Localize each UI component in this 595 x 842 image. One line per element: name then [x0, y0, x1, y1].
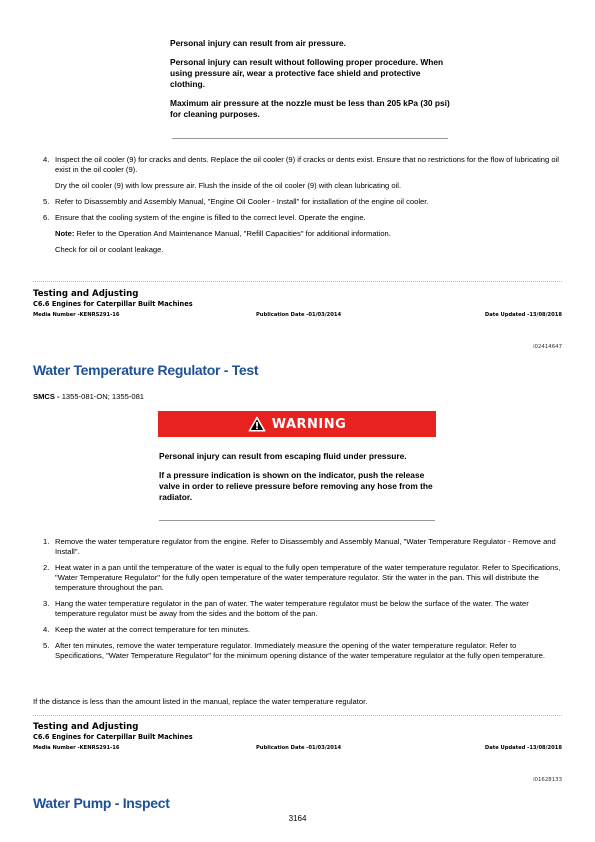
closing-text: If the distance is less than the amount listed in the manual, replace the water temperature regulator.: [33, 697, 368, 706]
page-title: Water Temperature Regulator - Test: [33, 362, 259, 378]
list-item: [33, 599, 563, 619]
top-warning-p2: Personal injury can result without following proper procedure. When using pressure air, wear a protective face shield and protective clothing.: [170, 57, 444, 89]
media-number: Media Number -KENRS291-16: [33, 745, 120, 751]
list-item: [33, 537, 563, 557]
warning-label: WARNING: [271, 416, 347, 432]
step-text: Heat water in a pan until the temperature of the water is equal to the fully open temperature of the water temperature regulator. Refer to Specifications, "Water Temperature Regulator" for the fully open temperature of the water temperature regulator. Stir the water in the pan. This will distribute the temperature throughout the pan.: [55, 563, 561, 592]
step-number: 4.: [43, 155, 50, 164]
section-divider: [33, 281, 562, 282]
doc-header-subtitle: C6.6 Engines for Caterpillar Built Machines: [33, 300, 193, 308]
warning-icon: [248, 416, 266, 432]
publication-date: Publication Date -01/03/2014: [256, 312, 342, 318]
list-item: [33, 641, 563, 661]
smcs-line: [33, 392, 144, 401]
oil-cooler-steps: [33, 155, 563, 261]
section-divider: [33, 715, 562, 716]
list-item: [33, 563, 563, 593]
step-text: Inspect the oil cooler (9) for cracks and dents. Replace the oil cooler (9) if cracks or dents exist. Ensure that no restrictions for the flow of lubricating oil exist in the oil cooler (9).: [55, 155, 559, 174]
warning-banner: [158, 411, 436, 437]
step-number: 4.: [43, 625, 50, 634]
list-item: [33, 625, 563, 635]
top-warning-text: [170, 38, 450, 120]
note: [55, 229, 563, 239]
smcs-value: 1355-081-ON; 1355-081: [61, 392, 145, 401]
step-number: 5.: [43, 641, 50, 650]
step-text: Refer to Disassembly and Assembly Manual, "Engine Oil Cooler - Install" for installation of the engine oil cooler.: [55, 197, 429, 206]
warning-text: [159, 451, 434, 503]
doc-header-title: Testing and Adjusting: [33, 722, 139, 732]
page-number: 3164: [288, 814, 307, 823]
doc-header-subtitle: C6.6 Engines for Caterpillar Built Machines: [33, 733, 193, 741]
step-text: Ensure that the cooling system of the engine is filled to the correct level. Operate the engine.: [55, 213, 366, 222]
warning-rule: [159, 520, 435, 521]
step-text: Hang the water temperature regulator in the pan of water. The water temperature regulator must be below the surface of the water. The water temperature regulator must be away from the sides and the bottom of the pan.: [55, 599, 529, 618]
top-warning-p3: Maximum air pressure at the nozzle must be less than 205 kPa (30 psi) for cleaning purposes.: [170, 98, 450, 119]
step-text: Remove the water temperature regulator from the engine. Refer to Disassembly and Assembly Manual, "Water Temperature Regulator - Remove and Install".: [55, 537, 556, 556]
publication-date: Publication Date -01/03/2014: [256, 745, 342, 751]
media-number: Media Number -KENRS291-16: [33, 312, 120, 318]
warning-p1: Personal injury can result from escaping fluid under pressure.: [159, 451, 407, 461]
step-text: Dry the oil cooler (9) with low pressure air. Flush the inside of the oil cooler (9) with clean lubricating oil.: [55, 181, 402, 190]
doc-header-title: Testing and Adjusting: [33, 289, 139, 299]
smcs-label: SMCS -: [33, 392, 62, 401]
step-number: 1.: [43, 537, 50, 546]
note-label: Note:: [55, 229, 75, 238]
date-updated: Date Updated -13/08/2018: [484, 312, 562, 318]
list-item: [33, 197, 563, 207]
doc-id: i01628133: [533, 777, 562, 783]
top-warning-rule: [172, 138, 448, 139]
step-text: After ten minutes, remove the water temperature regulator. Immediately measure the opening of the water temperature regulator. Refer to Specifications, "Water Temperature Regulator" for the minimum opening distance of the water temperature regulator at the fully open temperature.: [55, 641, 545, 660]
step-number: 2.: [43, 563, 50, 572]
step-text: Keep the water at the correct temperature for ten minutes.: [55, 625, 251, 634]
section-title: Water Pump - Inspect: [33, 795, 170, 811]
step-number: 5.: [43, 197, 50, 206]
step-number: 6.: [43, 213, 50, 222]
note-text: Refer to the Operation And Maintenance Manual, "Refill Capacities" for additional information.: [74, 229, 391, 238]
doc-header-1: [33, 289, 562, 319]
list-item: [33, 213, 563, 255]
step-text: Check for oil or coolant leakage.: [55, 245, 164, 254]
doc-id: i02414647: [533, 344, 562, 350]
list-item: [33, 155, 563, 191]
doc-header-2: [33, 722, 562, 752]
regulator-test-steps: [33, 537, 563, 667]
date-updated: Date Updated -13/08/2018: [484, 745, 562, 751]
warning-p2: If a pressure indication is shown on the indicator, push the release valve in order to relieve pressure before removing any hose from the radiator.: [159, 470, 433, 502]
step-number: 3.: [43, 599, 50, 608]
top-warning-p1: Personal injury can result from air pressure.: [170, 38, 346, 48]
